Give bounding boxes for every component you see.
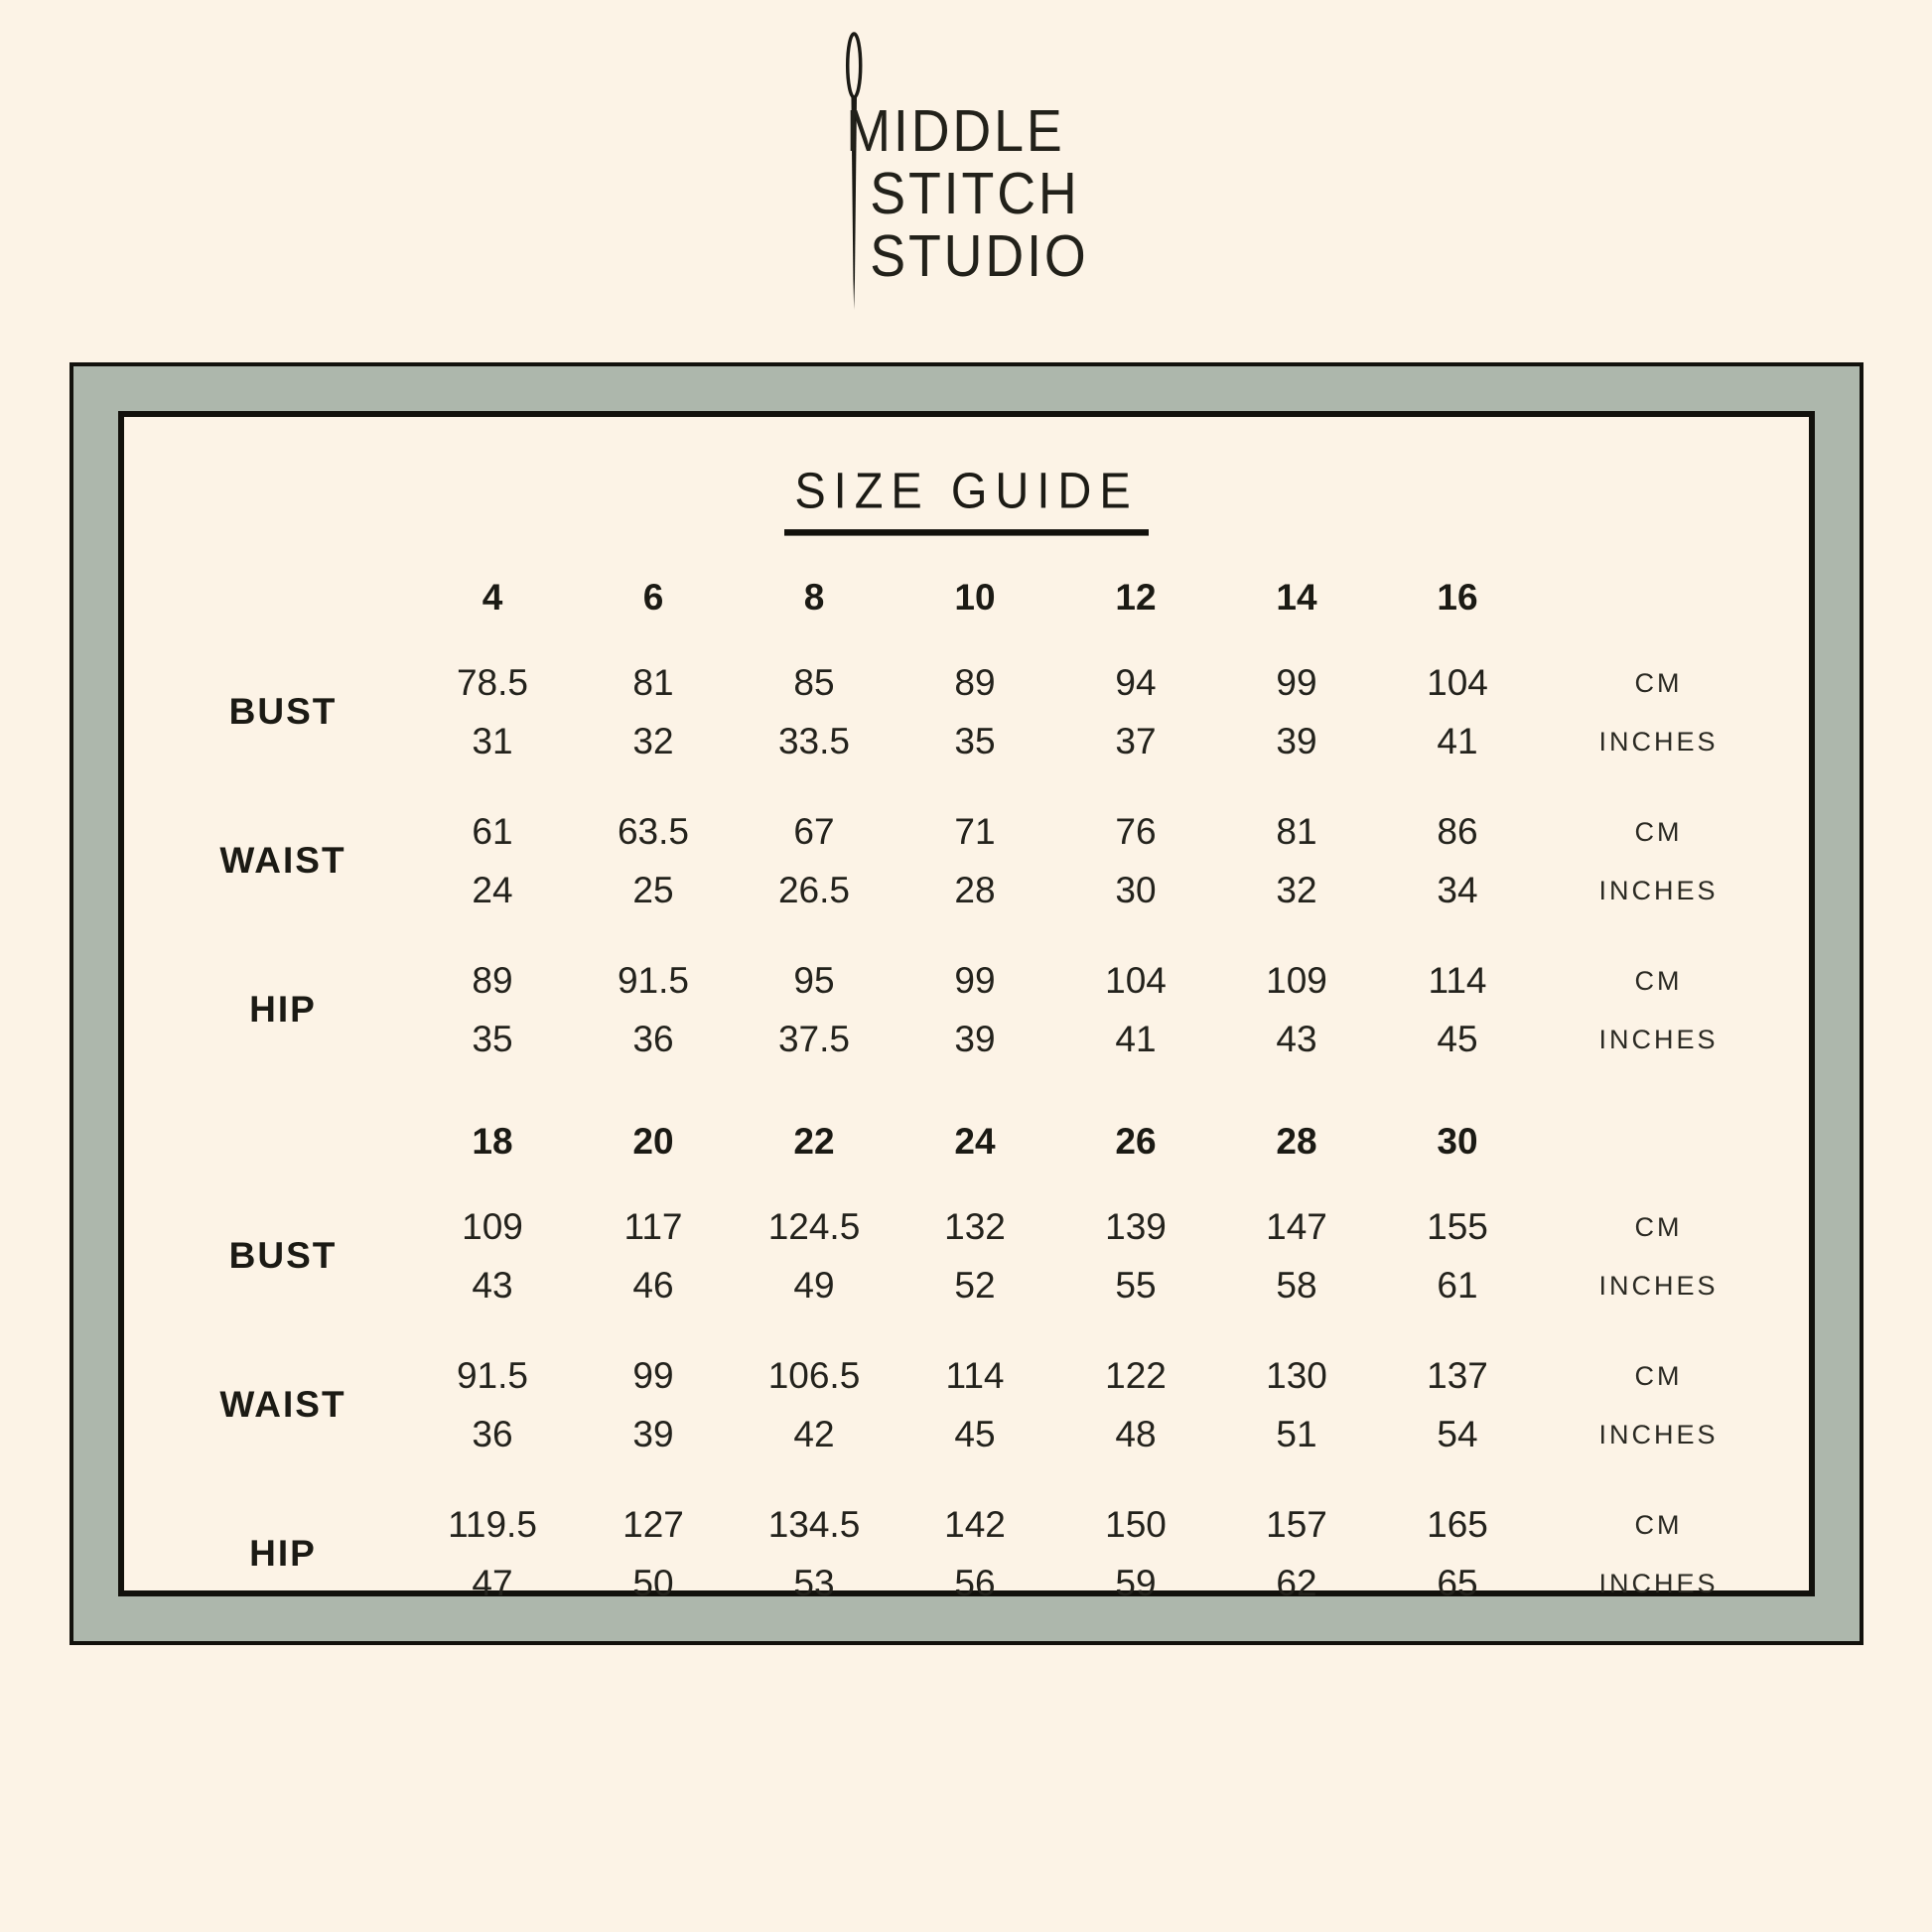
units-cell bbox=[1538, 669, 1779, 756]
waist-row bbox=[154, 802, 1779, 919]
measurement-cell bbox=[1216, 1503, 1377, 1603]
brand-name-line: MIDDLE bbox=[846, 97, 1065, 164]
cm-unit-label: CM bbox=[1634, 1211, 1683, 1242]
cm-value: 106.5 bbox=[767, 1354, 861, 1396]
cm-value: 81 bbox=[632, 661, 674, 703]
inches-value: 65 bbox=[1437, 1562, 1478, 1603]
measurement-cell bbox=[1216, 1354, 1377, 1454]
row-label: WAIST bbox=[219, 840, 346, 881]
page-title: SIZE GUIDE bbox=[784, 461, 1148, 536]
cm-value: 99 bbox=[1276, 661, 1317, 703]
inches-value: 28 bbox=[954, 869, 996, 910]
inches-unit-label: INCHES bbox=[1598, 1419, 1719, 1449]
hip-row bbox=[154, 951, 1779, 1068]
cm-value: 165 bbox=[1427, 1503, 1488, 1545]
cm-value: 85 bbox=[793, 661, 835, 703]
cm-value: 89 bbox=[954, 661, 996, 703]
measurement-cell bbox=[734, 661, 895, 761]
cm-value: 150 bbox=[1105, 1503, 1167, 1545]
cm-value: 124.5 bbox=[767, 1205, 861, 1247]
units-cell bbox=[1538, 818, 1779, 904]
size-header: 24 bbox=[954, 1121, 996, 1162]
inches-value: 31 bbox=[472, 720, 513, 761]
cm-value: 127 bbox=[622, 1503, 684, 1545]
cm-value: 94 bbox=[1115, 661, 1157, 703]
inches-value: 45 bbox=[954, 1413, 996, 1454]
measurement-cell bbox=[1377, 959, 1538, 1059]
inches-value: 56 bbox=[954, 1562, 996, 1603]
inches-unit-label: INCHES bbox=[1598, 875, 1719, 905]
inches-value: 36 bbox=[632, 1018, 674, 1059]
inches-value: 35 bbox=[472, 1018, 513, 1059]
measurement-cell bbox=[412, 661, 573, 761]
cm-value: 63.5 bbox=[617, 810, 689, 852]
cm-value: 155 bbox=[1427, 1205, 1488, 1247]
cm-value: 119.5 bbox=[448, 1503, 537, 1545]
size-header: 8 bbox=[803, 577, 825, 618]
cm-value: 104 bbox=[1105, 959, 1167, 1001]
measurement-cell bbox=[573, 1354, 734, 1454]
inches-value: 37 bbox=[1115, 720, 1157, 761]
measurement-cell bbox=[895, 959, 1055, 1059]
inches-value: 47 bbox=[472, 1562, 513, 1603]
cm-value: 67 bbox=[793, 810, 835, 852]
inches-value: 24 bbox=[472, 869, 513, 910]
measurement-cell bbox=[412, 1503, 573, 1603]
cm-value: 114 bbox=[1428, 959, 1487, 1001]
measurement-cell bbox=[895, 661, 1055, 761]
cm-value: 137 bbox=[1427, 1354, 1488, 1396]
measurement-cell bbox=[1055, 1205, 1216, 1306]
title-wrap bbox=[154, 461, 1779, 530]
cm-value: 132 bbox=[944, 1205, 1006, 1247]
measurement-cell bbox=[895, 810, 1055, 910]
inches-value: 32 bbox=[632, 720, 674, 761]
size-header: 28 bbox=[1276, 1121, 1317, 1162]
units-cell bbox=[1538, 1362, 1779, 1449]
size-header: 22 bbox=[793, 1121, 835, 1162]
inches-value: 36 bbox=[472, 1413, 513, 1454]
measurement-cell bbox=[1055, 1354, 1216, 1454]
cm-value: 109 bbox=[462, 1205, 523, 1247]
cm-value: 99 bbox=[954, 959, 996, 1001]
measurement-cell bbox=[573, 959, 734, 1059]
measurement-cell bbox=[412, 1205, 573, 1306]
brand-name-line: STUDIO bbox=[870, 222, 1089, 289]
inches-value: 59 bbox=[1115, 1562, 1157, 1603]
inches-value: 53 bbox=[793, 1562, 835, 1603]
measurement-cell bbox=[412, 959, 573, 1059]
cm-value: 76 bbox=[1115, 810, 1157, 852]
row-label: BUST bbox=[228, 1235, 338, 1276]
cm-value: 91.5 bbox=[456, 1354, 528, 1396]
cm-value: 130 bbox=[1266, 1354, 1327, 1396]
units-cell bbox=[1538, 967, 1779, 1053]
size-header: 14 bbox=[1276, 577, 1317, 618]
cm-value: 71 bbox=[954, 810, 996, 852]
cm-value: 147 bbox=[1266, 1205, 1327, 1247]
cm-unit-label: CM bbox=[1634, 816, 1683, 847]
inches-value: 49 bbox=[793, 1264, 835, 1306]
brand-name bbox=[846, 26, 1098, 289]
inches-value: 62 bbox=[1276, 1562, 1317, 1603]
cm-value: 91.5 bbox=[617, 959, 689, 1001]
measurement-cell bbox=[1377, 661, 1538, 761]
needle-icon bbox=[834, 26, 874, 314]
measurement-cell bbox=[1216, 1205, 1377, 1306]
cm-value: 104 bbox=[1427, 661, 1488, 703]
measurement-cell bbox=[573, 1503, 734, 1603]
cm-value: 78.5 bbox=[456, 661, 528, 703]
measurement-cell bbox=[895, 1354, 1055, 1454]
cm-unit-label: CM bbox=[1634, 1509, 1683, 1540]
measurement-cell bbox=[734, 810, 895, 910]
units-cell bbox=[1538, 1213, 1779, 1300]
inches-value: 39 bbox=[632, 1413, 674, 1454]
row-label: HIP bbox=[249, 1533, 317, 1574]
size-header: 6 bbox=[642, 577, 664, 618]
green-frame bbox=[69, 362, 1863, 1645]
measurement-cell bbox=[734, 1205, 895, 1306]
cm-value: 61 bbox=[472, 810, 513, 852]
inches-value: 45 bbox=[1437, 1018, 1478, 1059]
measurement-cell bbox=[734, 959, 895, 1059]
measurement-cell bbox=[895, 1205, 1055, 1306]
row-label: HIP bbox=[249, 989, 317, 1030]
brand-logo bbox=[834, 26, 1098, 314]
inches-value: 41 bbox=[1115, 1018, 1157, 1059]
inches-unit-label: INCHES bbox=[1598, 726, 1719, 757]
inches-value: 33.5 bbox=[777, 720, 850, 761]
size-guide-panel bbox=[118, 411, 1815, 1603]
measurement-cell bbox=[412, 810, 573, 910]
inches-value: 50 bbox=[632, 1562, 674, 1603]
cm-unit-label: CM bbox=[1634, 965, 1683, 996]
brand-name-line: STITCH bbox=[870, 160, 1080, 226]
size-header: 16 bbox=[1437, 577, 1478, 618]
cm-value: 134.5 bbox=[767, 1503, 861, 1545]
size-header: 12 bbox=[1115, 577, 1157, 618]
inches-value: 52 bbox=[954, 1264, 996, 1306]
cm-value: 139 bbox=[1105, 1205, 1167, 1247]
cm-value: 109 bbox=[1266, 959, 1327, 1001]
bust-row bbox=[154, 653, 1779, 770]
inches-value: 30 bbox=[1115, 869, 1157, 910]
inches-value: 48 bbox=[1115, 1413, 1157, 1454]
measurement-cell bbox=[1216, 810, 1377, 910]
measurement-cell bbox=[1377, 1354, 1538, 1454]
size-header: 26 bbox=[1115, 1121, 1157, 1162]
inches-value: 54 bbox=[1437, 1413, 1478, 1454]
cm-unit-label: CM bbox=[1634, 1360, 1683, 1391]
cm-value: 142 bbox=[944, 1503, 1006, 1545]
hip-row bbox=[154, 1495, 1779, 1612]
cm-value: 95 bbox=[793, 959, 835, 1001]
cm-value: 99 bbox=[632, 1354, 674, 1396]
inches-value: 39 bbox=[954, 1018, 996, 1059]
measurement-cell bbox=[1377, 1205, 1538, 1306]
measurement-cell bbox=[1055, 810, 1216, 910]
inches-value: 43 bbox=[1276, 1018, 1317, 1059]
inches-value: 43 bbox=[472, 1264, 513, 1306]
inches-value: 41 bbox=[1437, 720, 1478, 761]
measurement-cell bbox=[1055, 1503, 1216, 1603]
cm-value: 117 bbox=[623, 1205, 683, 1247]
inches-value: 61 bbox=[1437, 1264, 1478, 1306]
inches-value: 37.5 bbox=[777, 1018, 850, 1059]
measurement-cell bbox=[573, 661, 734, 761]
measurement-cell bbox=[734, 1354, 895, 1454]
measurement-cell bbox=[573, 810, 734, 910]
measurement-cell bbox=[1216, 661, 1377, 761]
inches-unit-label: INCHES bbox=[1598, 1024, 1719, 1054]
measurement-cell bbox=[1377, 810, 1538, 910]
inches-unit-label: INCHES bbox=[1598, 1270, 1719, 1301]
measurement-cell bbox=[1055, 661, 1216, 761]
cm-value: 86 bbox=[1437, 810, 1478, 852]
cm-value: 89 bbox=[472, 959, 513, 1001]
row-label: BUST bbox=[228, 691, 338, 732]
inches-value: 39 bbox=[1276, 720, 1317, 761]
cm-value: 122 bbox=[1105, 1354, 1167, 1396]
inches-value: 58 bbox=[1276, 1264, 1317, 1306]
inches-value: 55 bbox=[1115, 1264, 1157, 1306]
measurement-cell bbox=[1377, 1503, 1538, 1603]
measurement-cell bbox=[734, 1503, 895, 1603]
cm-value: 114 bbox=[945, 1354, 1005, 1396]
bust-row bbox=[154, 1197, 1779, 1314]
size-header-row bbox=[154, 574, 1779, 621]
row-label: WAIST bbox=[219, 1384, 346, 1425]
inches-value: 35 bbox=[954, 720, 996, 761]
inches-value: 34 bbox=[1437, 869, 1478, 910]
size-header: 18 bbox=[472, 1121, 513, 1162]
measurement-cell bbox=[1216, 959, 1377, 1059]
size-header: 4 bbox=[482, 577, 503, 618]
inches-value: 42 bbox=[793, 1413, 835, 1454]
measurement-cell bbox=[1055, 959, 1216, 1059]
cm-value: 157 bbox=[1266, 1503, 1327, 1545]
cm-value: 81 bbox=[1276, 810, 1317, 852]
waist-row bbox=[154, 1346, 1779, 1463]
inches-value: 25 bbox=[632, 869, 674, 910]
cm-unit-label: CM bbox=[1634, 667, 1683, 698]
size-header-row bbox=[154, 1118, 1779, 1166]
size-header: 10 bbox=[954, 577, 996, 618]
size-header: 30 bbox=[1437, 1121, 1478, 1162]
units-cell bbox=[1538, 1511, 1779, 1597]
inches-value: 46 bbox=[632, 1264, 674, 1306]
size-header: 20 bbox=[632, 1121, 674, 1162]
inches-unit-label: INCHES bbox=[1598, 1568, 1719, 1598]
inches-value: 51 bbox=[1276, 1413, 1317, 1454]
measurement-cell bbox=[573, 1205, 734, 1306]
inches-value: 26.5 bbox=[777, 869, 850, 910]
measurement-cell bbox=[895, 1503, 1055, 1603]
inches-value: 32 bbox=[1276, 869, 1317, 910]
measurement-cell bbox=[412, 1354, 573, 1454]
